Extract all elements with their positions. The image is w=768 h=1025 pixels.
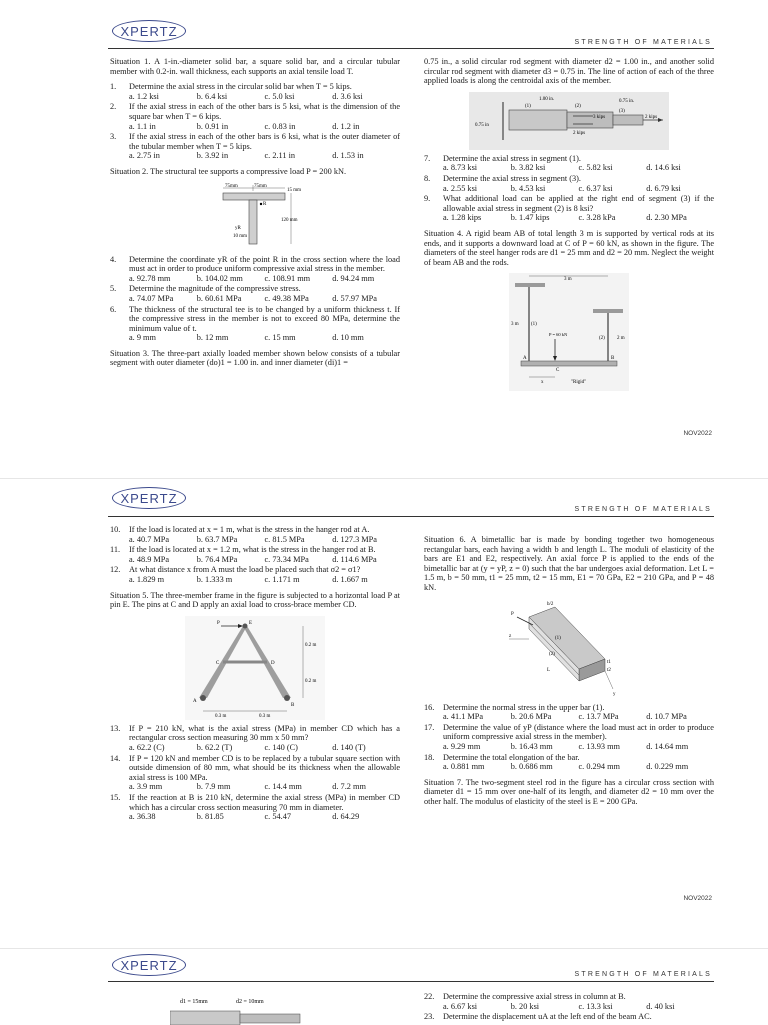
question-13 bbox=[110, 724, 400, 743]
question-16 bbox=[424, 703, 714, 713]
option: d. 10.7 MPa bbox=[646, 712, 687, 722]
beam-point-a: A bbox=[523, 356, 527, 362]
question-1 bbox=[110, 82, 400, 92]
q3-options bbox=[110, 151, 400, 161]
question-7 bbox=[424, 154, 714, 164]
question-22 bbox=[424, 992, 714, 1002]
option: b. 3.82 ksi bbox=[510, 163, 546, 173]
right-column bbox=[424, 57, 714, 395]
situation-2: Situation 2. The structural tee supports a compressive load P = 200 kN. bbox=[110, 166, 347, 176]
tee-dim-yr: yR bbox=[235, 225, 241, 231]
option: d. 1.53 in bbox=[332, 151, 364, 161]
option: a. 1.1 in bbox=[129, 121, 156, 131]
page-2 bbox=[0, 478, 768, 949]
frame-pin-e: E bbox=[249, 620, 253, 626]
option: c. 14.4 mm bbox=[264, 782, 302, 792]
q-number: 15. bbox=[110, 792, 121, 802]
q-number: 10. bbox=[110, 525, 121, 534]
tee-dim-left: 75mm bbox=[225, 183, 238, 189]
option: d. 40 ksi bbox=[646, 1001, 675, 1011]
option: a. 2.75 in bbox=[129, 151, 160, 161]
q5-options bbox=[110, 294, 400, 304]
option: b. 81.85 bbox=[196, 812, 224, 822]
option: b. 60.61 MPa bbox=[196, 293, 242, 303]
q-text: If P = 210 kN, what is the axial stress (MPa) in member CD which has a rectangular cross section measuring 30 mm x 50 mm? bbox=[129, 723, 400, 743]
q-text: Determine the magnitude of the compressive stress. bbox=[129, 284, 301, 294]
question-17 bbox=[424, 723, 714, 742]
option: b. 1.333 m bbox=[196, 574, 233, 584]
question-3 bbox=[110, 132, 400, 151]
three-member-frame-figure bbox=[185, 616, 325, 720]
q10-options bbox=[110, 535, 400, 545]
option: b. 6.4 ksi bbox=[196, 91, 228, 101]
option: d. 6.79 ksi bbox=[646, 183, 681, 193]
q11-options bbox=[110, 555, 400, 565]
rod-1-height: 3 m bbox=[511, 322, 519, 328]
q-text: If the load is located at x = 1.2 m, what is the stress in the hanger rod at B. bbox=[129, 545, 376, 555]
left-column bbox=[110, 525, 400, 823]
bar-segment-2: (2) bbox=[549, 651, 555, 657]
option: b. 62.2 (T) bbox=[196, 742, 233, 752]
q-text: Determine the axial stress in segment (1). bbox=[443, 153, 582, 163]
option: a. 1.2 ksi bbox=[129, 91, 159, 101]
xpertz-logo bbox=[112, 954, 186, 976]
rod-segment-2: (2) bbox=[575, 103, 581, 109]
rod-2-height: 2 m bbox=[617, 336, 625, 342]
option: d. 57.97 MPa bbox=[332, 293, 377, 303]
beam-rigid-label: "Rigid" bbox=[571, 380, 587, 386]
beam-length: 3 m bbox=[564, 277, 572, 283]
option: d. 140 (T) bbox=[332, 742, 366, 752]
q-text: Determine the coordinate yR of the point R in the cross section where the load must act in order to produce uniform compressive axial stress in the member. bbox=[129, 254, 400, 274]
option: b. 20 ksi bbox=[510, 1001, 540, 1011]
bar-thickness-2: t2 bbox=[607, 667, 611, 673]
situation-5: Situation 5. The three-member frame in the figure is subjected to a horizontal load P at pin E. The pins at C and D apply an axial load to cross-brace member CD. bbox=[110, 590, 400, 610]
q14-options bbox=[110, 782, 400, 792]
option: d. 64.29 bbox=[332, 812, 360, 822]
rod-1-label: (1) bbox=[531, 322, 537, 328]
option: b. 20.6 MPa bbox=[510, 712, 552, 722]
option: a. 92.78 mm bbox=[129, 273, 171, 283]
option: a. 9.29 mm bbox=[443, 741, 481, 751]
option: c. 13.93 mm bbox=[578, 741, 620, 751]
rod-2-label: (2) bbox=[599, 336, 605, 342]
q15-options bbox=[110, 812, 400, 822]
option: a. 3.9 mm bbox=[129, 782, 163, 792]
page-3 bbox=[0, 948, 768, 1025]
q-number: 12. bbox=[110, 565, 121, 575]
bar-thickness-1: t1 bbox=[607, 659, 611, 665]
option: a. 8.73 ksi bbox=[443, 163, 478, 173]
option: c. 5.0 ksi bbox=[264, 91, 295, 101]
xpertz-logo bbox=[112, 20, 186, 42]
option: c. 5.82 ksi bbox=[578, 163, 613, 173]
left-column bbox=[110, 57, 400, 374]
option: c. 54.47 bbox=[264, 812, 291, 822]
option: c. 81.5 MPa bbox=[264, 534, 305, 544]
option: a. 40.7 MPa bbox=[129, 534, 170, 544]
situation-3: Situation 3. The three-part axially loaded member shown below consists of a tubular segment with outer diameter (do)1 = 1.00 in. and inner diameter (di)1 = bbox=[110, 348, 400, 368]
option: a. 74.07 MPa bbox=[129, 293, 174, 303]
option: b. 16.43 mm bbox=[510, 741, 553, 751]
logo-text: XPERTZ bbox=[120, 490, 178, 506]
situation-1: Situation 1. A 1-in.-diameter solid bar, a square solid bar, and a circular tubular member with 0.2-in. wall thickness, each supports an axial tensile load T. bbox=[110, 57, 400, 76]
q-number: 4. bbox=[110, 254, 117, 264]
q-number: 23. bbox=[424, 1012, 435, 1022]
q-text: Determine the normal stress in the upper bar (1). bbox=[443, 702, 605, 712]
rod-dim-inner: 0.75 in bbox=[475, 122, 489, 128]
question-6 bbox=[110, 305, 400, 334]
q2-options bbox=[110, 122, 400, 132]
q17-options bbox=[424, 742, 714, 752]
q8-options bbox=[424, 184, 714, 194]
q-number: 11. bbox=[110, 545, 121, 555]
page-header-subject: STRENGTH OF MATERIALS bbox=[574, 39, 712, 46]
q12-options bbox=[110, 575, 400, 585]
structural-tee-figure bbox=[209, 183, 301, 251]
q-text: Determine the value of yP (distance where the load must act in order to produce uniform compressive axial stress in the member). bbox=[443, 722, 714, 742]
option: c. 49.38 MPa bbox=[264, 293, 309, 303]
q-text: If the reaction at B is 210 kN, determine the axial stress (MPa) in member CD which has a circular cross section measuring 70 mm in diameter. bbox=[129, 792, 400, 812]
option: b. 104.02 mm bbox=[196, 273, 243, 283]
q-number: 22. bbox=[424, 992, 435, 1001]
option: a. 62.2 (C) bbox=[129, 742, 165, 752]
option: c. 0.294 mm bbox=[578, 762, 620, 772]
q-text: Determine the axial stress in the circular solid bar when T = 5 kips. bbox=[129, 82, 352, 92]
option: a. 9 mm bbox=[129, 333, 156, 343]
situation-3-continued: 0.75 in., a solid circular rod segment with diameter d2 = 1.00 in., and another solid circular rod segment with diameter d3 = 0.75 in. The line of action of each of the three applied loads is along the centroidal axis of the member. bbox=[424, 57, 714, 86]
option: c. 6.37 ksi bbox=[578, 183, 613, 193]
bar-length-l: L bbox=[547, 667, 551, 673]
option: a. 2.55 ksi bbox=[443, 183, 478, 193]
tee-dim-right: 75mm bbox=[254, 183, 267, 189]
rod-load-3kips: 3 kips bbox=[593, 114, 606, 120]
rod-segment-3: (3) bbox=[619, 108, 625, 114]
situation-4: Situation 4. A rigid beam AB of total length 3 m is supported by vertical rods at its ends, and it supports a downward load at C of P = 60 kN, as shown in the figure. The diameters of the steel hanger rods are d1 = 25 mm and d2 = 20 mm. Neglect the weight of beam AB and the rods. bbox=[424, 228, 714, 267]
right-column bbox=[424, 992, 714, 1022]
q-number: 2. bbox=[110, 102, 117, 112]
bar-half-width: b/2 bbox=[547, 601, 554, 607]
q-number: 3. bbox=[110, 132, 117, 142]
q-number: 13. bbox=[110, 723, 121, 733]
three-part-rod-figure bbox=[469, 92, 669, 150]
q-text: If P = 120 kN and member CD is to be replaced by a tubular square section with outside dimension of 80 mm, what should be its thickness when the allowable axial stress is 100 MPa. bbox=[129, 753, 400, 782]
q-text: Determine the axial stress in segment (3). bbox=[443, 173, 582, 183]
footer-date: NOV2022 bbox=[683, 895, 712, 902]
question-2 bbox=[110, 102, 400, 121]
bar-load-p: P bbox=[511, 611, 514, 617]
q-number: 7. bbox=[424, 153, 431, 163]
option: c. 13.7 MPa bbox=[578, 712, 619, 722]
q1-options bbox=[110, 92, 400, 102]
option: a. 6.67 ksi bbox=[443, 1001, 478, 1011]
two-segment-rod-figure bbox=[170, 991, 310, 1025]
situation-7: Situation 7. The two-segment steel rod in the figure has a circular cross section with diameter d1 = 15 mm over one-half of its length, and diameter d2 = 10 mm over the other half. The modulus of elasticity of the steel is E = 200 GPa. bbox=[424, 777, 714, 806]
option: d. 127.3 MPa bbox=[332, 534, 377, 544]
q-text: Determine the compressive axial stress in column at B. bbox=[443, 992, 626, 1001]
option: d. 7.2 mm bbox=[332, 782, 366, 792]
xpertz-logo bbox=[112, 487, 186, 509]
q-number: 1. bbox=[110, 82, 117, 92]
q-text: If the axial stress in each of the other bars is 5 ksi, what is the dimension of the square bar when T = 6 kips. bbox=[129, 102, 400, 121]
header-rule bbox=[108, 516, 714, 517]
frame-load-p: P bbox=[217, 620, 220, 626]
tee-dim-flange: 15 mm bbox=[287, 187, 301, 193]
bar-axis-y: y bbox=[613, 691, 616, 697]
option: b. 0.686 mm bbox=[510, 762, 553, 772]
question-8 bbox=[424, 174, 714, 184]
option: b. 1.47 kips bbox=[510, 213, 550, 223]
q7-options bbox=[424, 163, 714, 173]
tee-point-r: R bbox=[263, 201, 267, 207]
q16-options bbox=[424, 712, 714, 722]
tee-dim-height: 120 mm bbox=[281, 217, 298, 223]
bar-axis-z: z bbox=[509, 633, 512, 639]
option: b. 63.7 MPa bbox=[196, 534, 238, 544]
q-text: What additional load can be applied at the right end of segment (3) if the allowable axial stress in segment (2) is 8 ksi? bbox=[443, 194, 714, 213]
right-column bbox=[424, 535, 714, 813]
option: c. 15 mm bbox=[264, 333, 296, 343]
frame-dim-right: 0.3 m bbox=[259, 713, 271, 719]
question-10 bbox=[110, 525, 400, 535]
option: d. 114.6 MPa bbox=[332, 554, 377, 564]
option: c. 1.171 m bbox=[264, 574, 300, 584]
q4-options bbox=[110, 274, 400, 284]
q-text: Determine the total elongation of the bar. bbox=[443, 752, 580, 762]
q18-options bbox=[424, 762, 714, 772]
q-number: 8. bbox=[424, 173, 431, 183]
frame-pin-a: A bbox=[193, 698, 197, 704]
option: b. 0.91 in bbox=[196, 121, 229, 131]
option: c. 3.28 kPa bbox=[578, 213, 616, 223]
header-rule bbox=[108, 981, 714, 982]
frame-pin-b: B bbox=[291, 702, 295, 708]
q-number: 6. bbox=[110, 304, 117, 314]
q6-options bbox=[110, 333, 400, 343]
q-text: Determine the displacement uA at the left end of the beam AC. bbox=[443, 1012, 652, 1022]
q22-options bbox=[424, 1002, 714, 1012]
option: d. 94.24 mm bbox=[332, 273, 375, 283]
option: c. 140 (C) bbox=[264, 742, 298, 752]
question-4 bbox=[110, 255, 400, 274]
question-12 bbox=[110, 565, 400, 575]
frame-pin-d: D bbox=[271, 660, 275, 666]
q13-options bbox=[110, 743, 400, 753]
question-15 bbox=[110, 793, 400, 812]
logo-text: XPERTZ bbox=[120, 957, 178, 973]
question-11 bbox=[110, 545, 400, 555]
q-text: If the axial stress in each of the other bars is 6 ksi, what is the outer diameter of the tubular member when T = 5 kips. bbox=[129, 132, 400, 151]
option: c. 13.3 ksi bbox=[578, 1001, 613, 1011]
frame-dim-lower: 0.2 m bbox=[305, 678, 317, 684]
page-header-subject: STRENGTH OF MATERIALS bbox=[574, 506, 712, 513]
option: b. 12 mm bbox=[196, 333, 229, 343]
option: d. 14.64 mm bbox=[646, 741, 689, 751]
page-header-subject: STRENGTH OF MATERIALS bbox=[574, 971, 712, 978]
option: d. 1.2 in bbox=[332, 121, 360, 131]
q9-options bbox=[424, 213, 714, 223]
option: a. 0.881 mm bbox=[443, 762, 485, 772]
rod-load-2kips: 2 kips bbox=[573, 130, 586, 136]
q-number: 18. bbox=[424, 752, 435, 762]
footer-date: NOV2022 bbox=[683, 430, 712, 437]
option: d. 14.6 ksi bbox=[646, 163, 681, 173]
q-number: 14. bbox=[110, 753, 121, 763]
option: c. 108.91 mm bbox=[264, 273, 311, 283]
option: a. 36.38 bbox=[129, 812, 156, 822]
rod-load-2kips-end: 2 kips bbox=[645, 114, 658, 120]
q-text: At what distance x from A must the load be placed such that σ2 = σ1? bbox=[129, 565, 361, 575]
rod-dim-outer: 1.00 in. bbox=[539, 96, 555, 102]
question-14 bbox=[110, 754, 400, 783]
beam-dim-x: x bbox=[541, 380, 544, 386]
tee-dim-web: 10 mm bbox=[233, 233, 248, 239]
logo-text: XPERTZ bbox=[120, 23, 178, 39]
q-number: 5. bbox=[110, 284, 117, 294]
beam-point-c: C bbox=[556, 368, 560, 374]
page-1 bbox=[0, 0, 768, 470]
question-9 bbox=[424, 194, 714, 213]
q-number: 9. bbox=[424, 194, 431, 204]
rod-d2-label: d2 = 10mm bbox=[236, 999, 264, 1005]
beam-point-b: B bbox=[611, 356, 615, 362]
option: d. 1.667 m bbox=[332, 574, 368, 584]
q-number: 16. bbox=[424, 702, 435, 712]
frame-pin-c: C bbox=[216, 660, 220, 666]
option: c. 2.11 in bbox=[264, 151, 296, 161]
option: a. 48.9 MPa bbox=[129, 554, 170, 564]
option: b. 7.9 mm bbox=[196, 782, 231, 792]
frame-dim-upper: 0.2 m bbox=[305, 642, 317, 648]
rod-dim-d3: 0.75 in. bbox=[619, 98, 635, 104]
beam-load: P = 60 kN bbox=[549, 332, 568, 338]
situation-6: Situation 6. A bimetallic bar is made by bonding together two homogeneous rectangular bars, each having a width b and length L. The moduli of elasticity of the bars are E1 and E2, respectively. An axial force P is applied to the ends of the bimetallic bar at (y = yP, z = 0) such that the bar undergoes axial deformation. Let L = 1.5 m, b = 50 mm, t1 = 25 mm, t2 = 15 mm, E1 = 70 GPa, E2 = 210 GPa, and P = 48 kN. bbox=[424, 535, 714, 592]
option: c. 0.83 in bbox=[264, 121, 296, 131]
header-rule bbox=[108, 48, 714, 49]
question-23 bbox=[424, 1012, 714, 1022]
option: d. 2.30 MPa bbox=[646, 213, 687, 223]
option: b. 76.4 MPa bbox=[196, 554, 238, 564]
option: d. 3.6 ksi bbox=[332, 91, 363, 101]
question-5 bbox=[110, 284, 400, 294]
rigid-beam-figure bbox=[509, 273, 629, 391]
option: b. 3.92 in bbox=[196, 151, 229, 161]
rod-d1-label: d1 = 15mm bbox=[180, 999, 208, 1005]
option: d. 10 mm bbox=[332, 333, 364, 343]
option: a. 1.28 kips bbox=[443, 213, 482, 223]
rod-segment-1: (1) bbox=[525, 103, 531, 109]
option: a. 41.1 MPa bbox=[443, 712, 484, 722]
option: c. 73.34 MPa bbox=[264, 554, 309, 564]
q-text: If the load is located at x = 1 m, what is the stress in the hanger rod at A. bbox=[129, 525, 370, 534]
q-text: The thickness of the structural tee is to be changed by a uniform thickness t. If the compressive stress in the member is not to exceed 80 MPa, determine the minimum value of t. bbox=[129, 304, 400, 333]
bimetallic-bar-figure bbox=[509, 599, 629, 699]
q-number: 17. bbox=[424, 722, 435, 732]
frame-dim-left: 0.3 m bbox=[215, 713, 227, 719]
option: a. 1.829 m bbox=[129, 574, 165, 584]
question-18 bbox=[424, 753, 714, 763]
option: d. 0.229 mm bbox=[646, 762, 689, 772]
option: b. 4.53 ksi bbox=[510, 183, 546, 193]
bar-segment-1: (1) bbox=[555, 635, 561, 641]
